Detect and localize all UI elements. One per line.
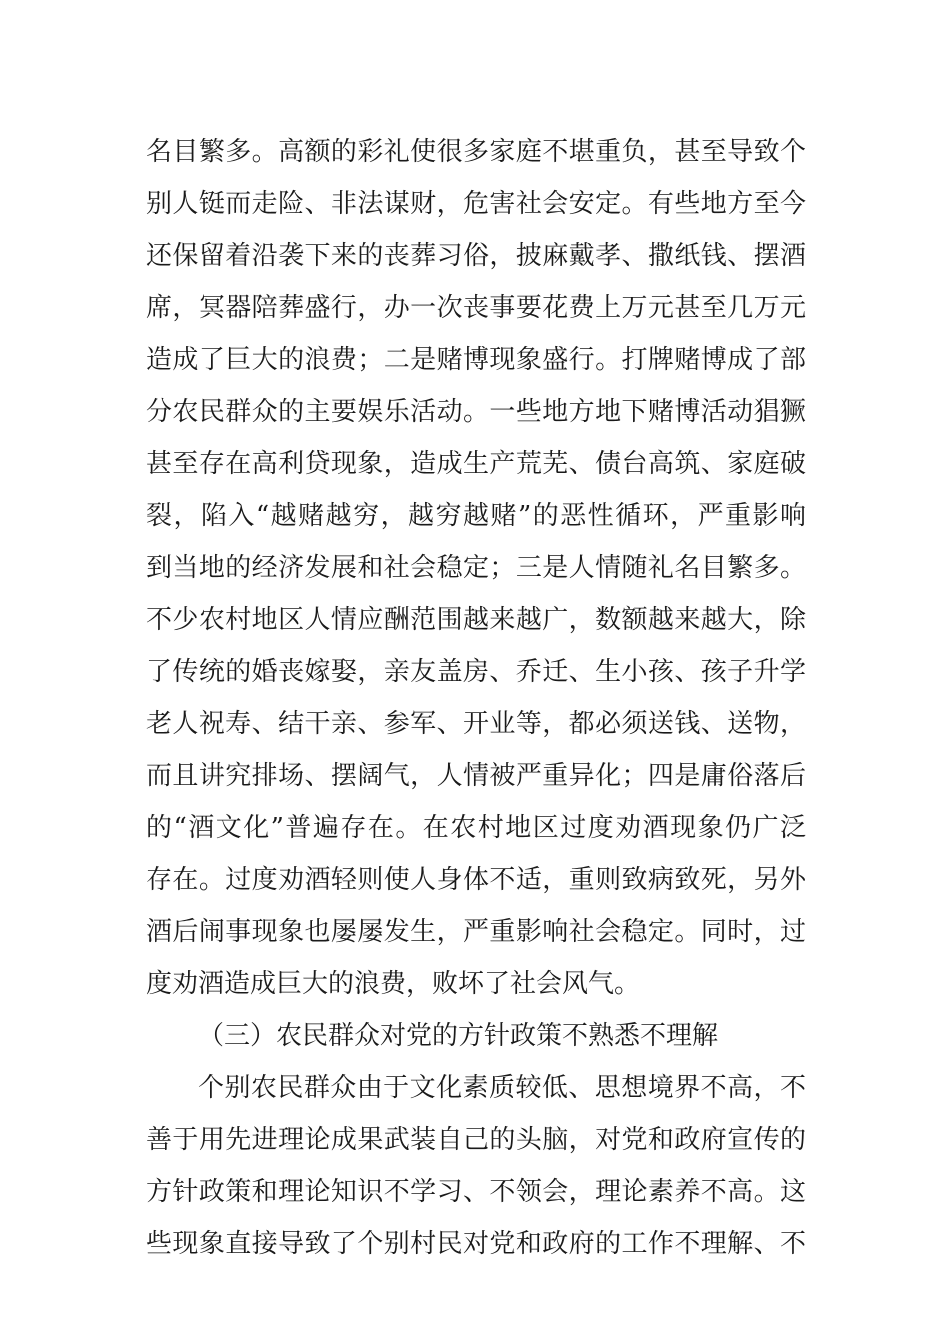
body-text-line: 名目繁多。高额的彩礼使很多家庭不堪重负，甚至导致个 [146,137,806,167]
body-text-line: 席，冥器陪葬盛行，办一次丧事要花费上万元甚至几万元 [146,293,806,323]
body-text-line: 甚至存在高利贷现象，造成生产荒芜、债台高筑、家庭破 [146,449,806,479]
section-heading: （三）农民群众对党的方针政策不熟悉不理解 [198,1021,719,1051]
paragraph-first-line: 个别农民群众由于文化素质较低、思想境界不高，不 [198,1073,806,1103]
body-text-line: 些现象直接导致了个别村民对党和政府的工作不理解、不 [146,1229,806,1259]
body-text-line: 裂，陷入“越赌越穷，越穷越赌”的恶性循环，严重影响 [146,501,806,531]
body-text-line: 到当地的经济发展和社会稳定；三是人情随礼名目繁多。 [146,553,806,583]
body-text-line: 老人祝寿、结干亲、参军、开业等，都必须送钱、送物， [146,709,806,739]
body-text-line: 而且讲究排场、摆阔气，人情被严重异化；四是庸俗落后 [146,761,806,791]
body-text-line: 度劝酒造成巨大的浪费，败坏了社会风气。 [146,969,641,999]
body-text-line: 分农民群众的主要娱乐活动。一些地方地下赌博活动猖獗 [146,397,806,427]
body-text-line: 存在。过度劝酒轻则使人身体不适，重则致病致死，另外 [146,865,806,895]
body-text-line: 了传统的婚丧嫁娶，亲友盖房、乔迁、生小孩、孩子升学 [146,657,806,687]
body-text-line: 方针政策和理论知识不学习、不领会，理论素养不高。这 [146,1177,806,1207]
body-text-line: 的“酒文化”普遍存在。在农村地区过度劝酒现象仍广泛 [146,813,806,843]
body-text-line: 还保留着沿袭下来的丧葬习俗，披麻戴孝、撒纸钱、摆酒 [146,241,806,271]
body-text-line: 善于用先进理论成果武装自己的头脑，对党和政府宣传的 [146,1125,806,1155]
body-text-line: 别人铤而走险、非法谋财，危害社会安定。有些地方至今 [146,189,806,219]
body-text-line: 不少农村地区人情应酬范围越来越广，数额越来越大，除 [146,605,806,635]
body-text-line: 造成了巨大的浪费；二是赌博现象盛行。打牌赌博成了部 [146,345,806,375]
body-text-line: 酒后闹事现象也屡屡发生，严重影响社会稳定。同时，过 [146,917,806,947]
